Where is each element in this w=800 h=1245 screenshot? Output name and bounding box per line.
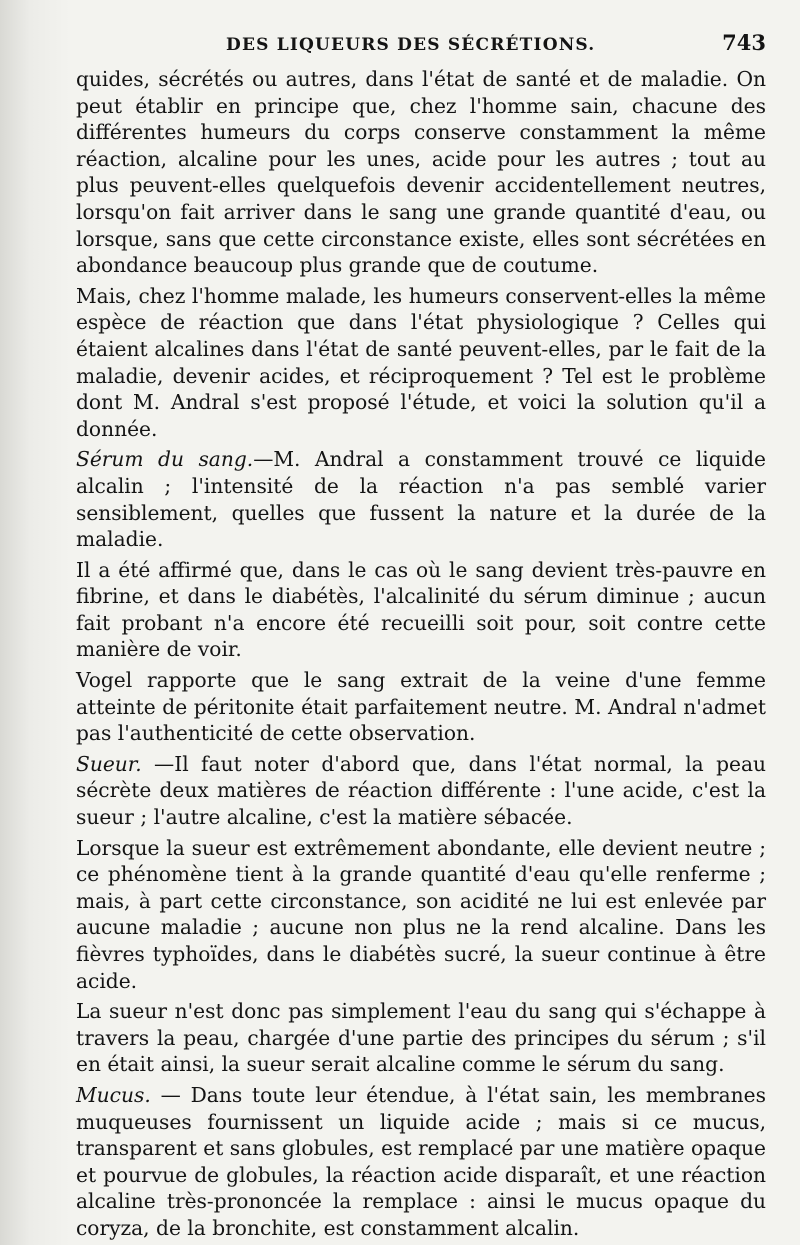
paragraph-text: — Dans toute leur étendue, à l'état sain, les membranes muqueuses fournissent un liquide acide ; mais si ce mucus, transparent et sans globules, est remplacé par une matière opaque et pourvue de globules, la réaction acide disparaît, et une réaction alcaline très-prononcée la remplace : ainsi le mucus opaque du coryza, de la bronchite, est constamment alcalin. (76, 1082, 766, 1240)
paragraph-text: Mais, chez l'homme malade, les humeurs conservent-elles la même espèce de réaction que dans l'état physiologique ? Celles qui étaient alcalines dans l'état de santé peuvent-elles, par le fait de la maladie, devenir acides, et réciproquement ? Tel est le problème dont M. Andral s'est proposé l'étude, et voici la solution qu'il a donnée. (76, 283, 766, 441)
paragraph-text: Vogel rapporte que le sang extrait de la veine d'une femme atteinte de péritonite était parfaitement neutre. M. Andral n'admet pas l'authenticité de cette observation. (76, 668, 766, 746)
body-text (76, 66, 766, 1242)
running-title: DES LIQUEURS DES SÉCRÉTIONS. (226, 35, 596, 55)
section-term-sueur: Sueur. (76, 751, 142, 776)
paragraph-text: quides, sécrétés ou autres, dans l'état de santé et de maladie. On peut établir en principe que, chez l'homme sain, chacune des différentes humeurs du corps conserve constamment la même réaction, alcaline pour les unes, acide pour les autres ; tout au plus peuvent-elles quelquefois devenir accidentellement neutres, lorsqu'on fait arriver dans le sang une grande quantité d'eau, ou lorsque, sans que cette circonstance existe, elles sont sécrétées en abondance beaucoup plus grande que de coutume. (76, 67, 766, 278)
page-number: 743 (722, 30, 766, 55)
page-header (76, 30, 766, 66)
paragraph-5 (76, 667, 766, 747)
paragraph-text: Il a été affirmé que, dans le cas où le sang devient très-pauvre en fibrine, et dans le diabétès, l'alcalinité du sérum diminue ; aucun fait probant n'a encore été recueilli soit pour, soit contre cette manière de voir. (76, 557, 766, 662)
paragraph-8 (76, 998, 766, 1078)
paragraph-sueur (76, 751, 766, 831)
paragraph-mucus (76, 1082, 766, 1242)
paragraph-1 (76, 66, 766, 279)
paragraph-text: —M. Andral a constamment trouvé ce liquide alcalin ; l'intensité de la réaction n'a pas semblé varier sensiblement, quelles que fussent la nature et la durée de la maladie. (76, 447, 766, 552)
paragraph-serum (76, 446, 766, 552)
paragraph-text: Lorsque la sueur est extrêmement abondante, elle devient neutre ; ce phénomène tient à la grande quantité d'eau qu'elle renferme ; mais, à part cette circonstance, son acidité ne lui est enlevée par aucune maladie ; aucune non plus ne la rend alcaline. Dans les fièvres typhoïdes, dans le diabétès sucré, la sueur continue à être acide. (76, 835, 766, 993)
section-term-serum: Sérum du sang. (76, 447, 254, 472)
section-term-mucus: Mucus. (76, 1082, 151, 1107)
paragraph-text: —Il faut noter d'abord que, dans l'état normal, la peau sécrète deux matières de réaction différente : l'une acide, c'est la sueur ; l'autre alcaline, c'est la matière sébacée. (76, 751, 766, 830)
paragraph-4 (76, 557, 766, 663)
paragraph-7 (76, 835, 766, 995)
paragraph-2 (76, 283, 766, 443)
paragraph-text: La sueur n'est donc pas simplement l'eau du sang qui s'échappe à travers la peau, chargée d'une partie des principes du sérum ; s'il en était ainsi, la sueur serait alcaline comme le sérum du sang. (76, 999, 766, 1077)
